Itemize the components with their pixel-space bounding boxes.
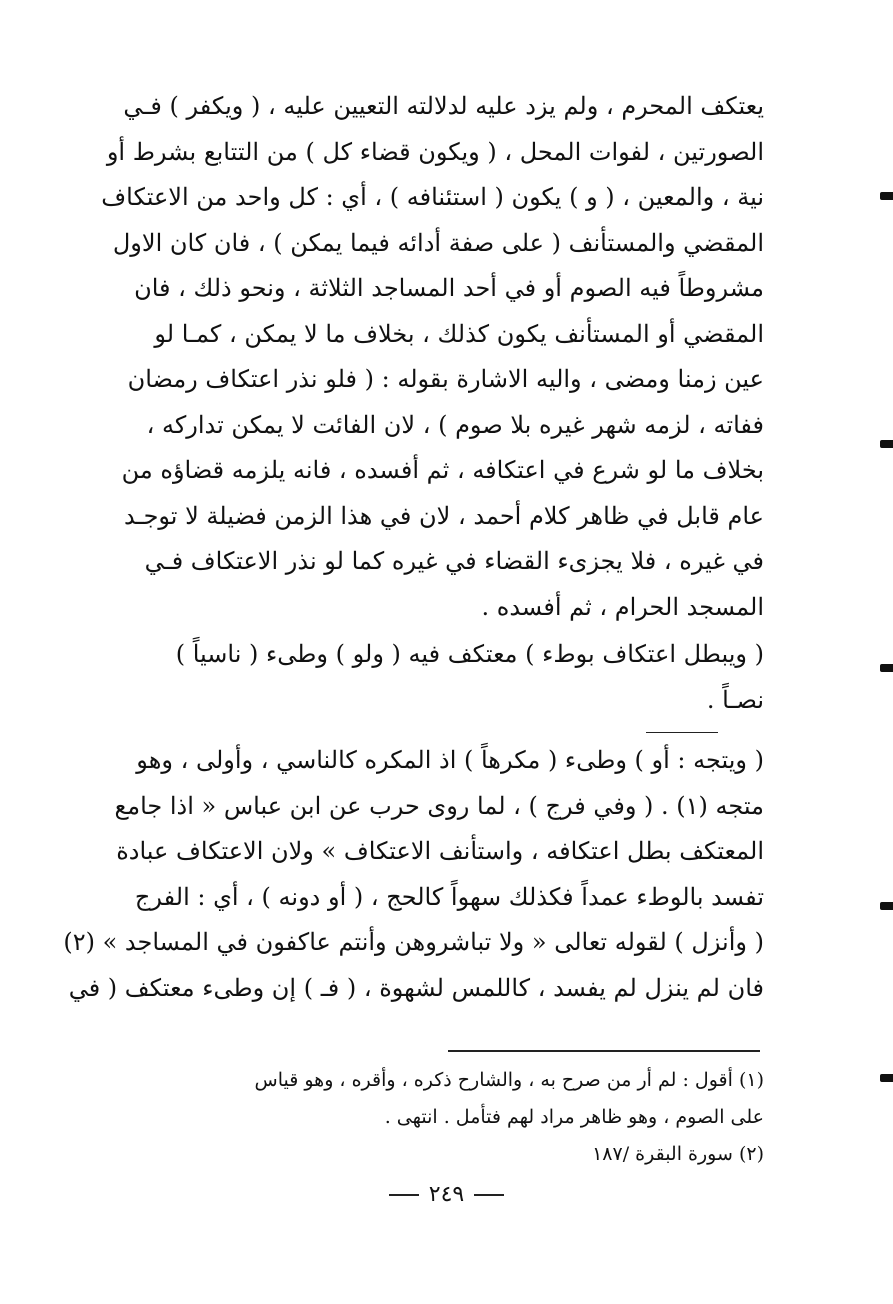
text-line: المسجد الحرام ، ثم أفسده . [481,592,764,621]
text-line: عام قابل في ظاهر كلام أحمد ، لان في هذا الزمن فضيلة لا توجـد [123,501,764,530]
page-edge-mark [880,1074,893,1082]
text-line: تفسد بالوطء عمداً فكذلك سهواً كالحج ، ( أو دونه ) ، أي : الفرج [134,882,764,911]
text-line: المقضي والمستأنف ( على صفة أدائه فيما يمكن ) ، فان كان الاول [112,228,764,257]
page-edge-mark [880,664,893,672]
text-line: فان لم ينزل لم يفسد ، كاللمس لشهوة ، ( فـ ) إن وطىء معتكف ( في [68,973,764,1002]
page-number-dash [389,1194,419,1196]
footnote-line: (١) أقول : لم أر من صرح به ، والشارح ذكره ، وأقره ، وهو قياس [254,1069,764,1091]
footnotes [120,1062,764,1173]
section-divider [646,732,718,733]
main-paragraph-3 [63,738,764,1011]
main-paragraph-2 [126,632,764,723]
text-line: في غيره ، فلا يجزىء القضاء في غيره كما لو نذر الاعتكاف فـي [144,547,764,575]
text-line: مشروطاً فيه الصوم أو في أحد المساجد الثلاثة ، ونحو ذلك ، فان [134,274,764,302]
page-edge-mark [880,902,893,910]
footnote-separator [448,1050,760,1052]
page-number [0,1182,893,1207]
main-paragraph-1 [101,84,764,630]
text-line: المعتكف بطل اعتكافه ، واستأنف الاعتكاف » ولان الاعتكاف عبادة [116,837,764,865]
text-line: ففاته ، لزمه شهر غيره بلا صوم ) ، لان الفائت لا يمكن تداركه ، [146,410,764,439]
page-number-dash [474,1194,504,1196]
page-edge-mark [880,192,893,200]
text-line: ( وأنزل ) لقوله تعالى « ولا تباشروهن وأنتم عاكفون في المساجد » (٢) [63,928,764,956]
text-line: ( ويتجه : أو ) وطىء ( مكرهاً ) اذ المكره كالناسي ، وأولى ، وهو [136,746,764,774]
page-number-value: ٢٤٩ [428,1182,465,1207]
footnote-line: على الصوم ، وهو ظاهر مراد لهم فتأمل . انتهى . [384,1106,764,1128]
footnote-line: (٢) سورة البقرة /١٨٧ [592,1143,764,1165]
text-line: متجه (١) . ( وفي فرج ) ، لما روى حرب عن ابن عباس « اذا جامع [114,791,764,820]
text-line: نية ، والمعين ، ( و ) يكون ( استئنافه ) ، أي : كل واحد من الاعتكاف [101,183,764,211]
text-line: عين زمنا ومضى ، واليه الاشارة بقوله : ( فلو نذر اعتكاف رمضان [127,365,764,393]
page-edge-mark [880,440,893,448]
text-line: المقضي أو المستأنف يكون كذلك ، بخلاف ما لا يمكن ، كمـا لو [154,319,764,348]
text-line: يعتكف المحرم ، ولم يزد عليه لدلالته التعيين عليه ، ( ويكفر ) فـي [123,92,764,120]
text-line: بخلاف ما لو شرع في اعتكافه ، ثم أفسده ، فانه يلزمه قضاؤه من [121,456,764,484]
text-line: الصورتين ، لفوات المحل ، ( ويكون قضاء كل ) من التتابع بشرط أو [106,137,764,166]
text-line: ( ويبطل اعتكاف بوطء ) معتكف فيه ( ولو ) وطىء ( ناسياً ) [175,640,764,668]
text-line: نصـاً . [706,685,764,714]
